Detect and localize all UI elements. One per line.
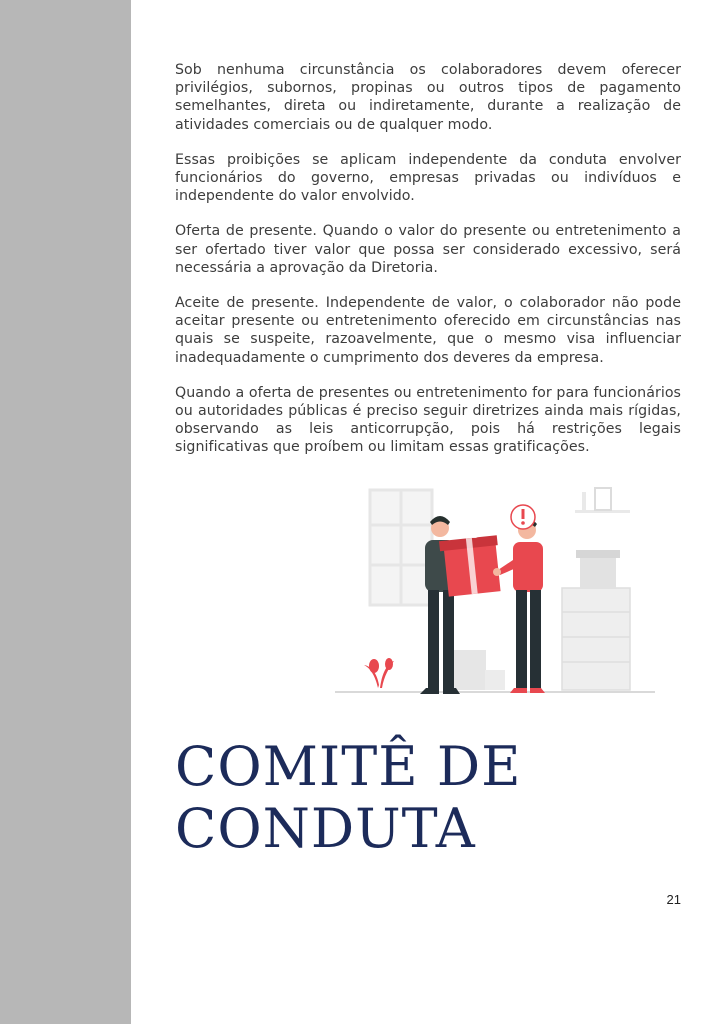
exclamation-bubble-icon	[511, 505, 535, 529]
red-plant	[364, 658, 394, 688]
paragraph-prohibition: Sob nenhuma circunstância os colaboradores devem oferecer privilégios, subornos, propinas ou outros tipos de pagamento semelhantes, direta ou indiretamente, durante a realização de atividades comerciais ou de qualquer modo.	[175, 62, 681, 133]
gift-exchange-illustration	[330, 480, 660, 705]
page-number: 21	[666, 892, 681, 907]
window-background	[370, 490, 432, 605]
wall-shelf	[575, 488, 630, 513]
paragraph-scope: Essas proibições se aplicam independente da conduta envolver funcionários do governo, empresas privadas ou indivíduos e independente do valor envolvido.	[175, 151, 681, 205]
dresser	[562, 588, 630, 690]
left-sidebar-band	[0, 0, 131, 1024]
floor-gifts	[452, 650, 505, 690]
paragraph-gift-offer: Oferta de presente. Quando o valor do presente ou entretenimento a ser ofertado tiver valor que possa ser considerado excessivo, será necessária a aprovação da Diretoria.	[175, 223, 681, 276]
section-title-line-1: COMITÊ DE	[175, 735, 522, 798]
paragraph-gift-acceptance: Aceite de presente. Independente de valor, o colaborador não pode aceitar presente ou entretenimento oferecido em circunstâncias nas quais se suspeite, razoavelmente, que o mesmo visa influenciar inadequadamente o cumprimento dos deveres da empresa.	[175, 295, 681, 366]
gift-box-red	[439, 525, 501, 596]
man-receiving-gift	[493, 518, 545, 693]
paragraph-public-officials: Quando a oferta de presentes ou entretenimento for para funcionários ou autoridades públicas é preciso seguir diretrizes ainda mais rígidas, observando as leis anticorrupção, pois há restrições legais significativas que proíbem ou limitam essas gratificações.	[175, 384, 681, 456]
section-title	[175, 736, 522, 860]
gift-box-grey	[576, 550, 620, 588]
section-title-line-2: CONDUTA	[175, 797, 476, 860]
body-text	[175, 61, 681, 474]
